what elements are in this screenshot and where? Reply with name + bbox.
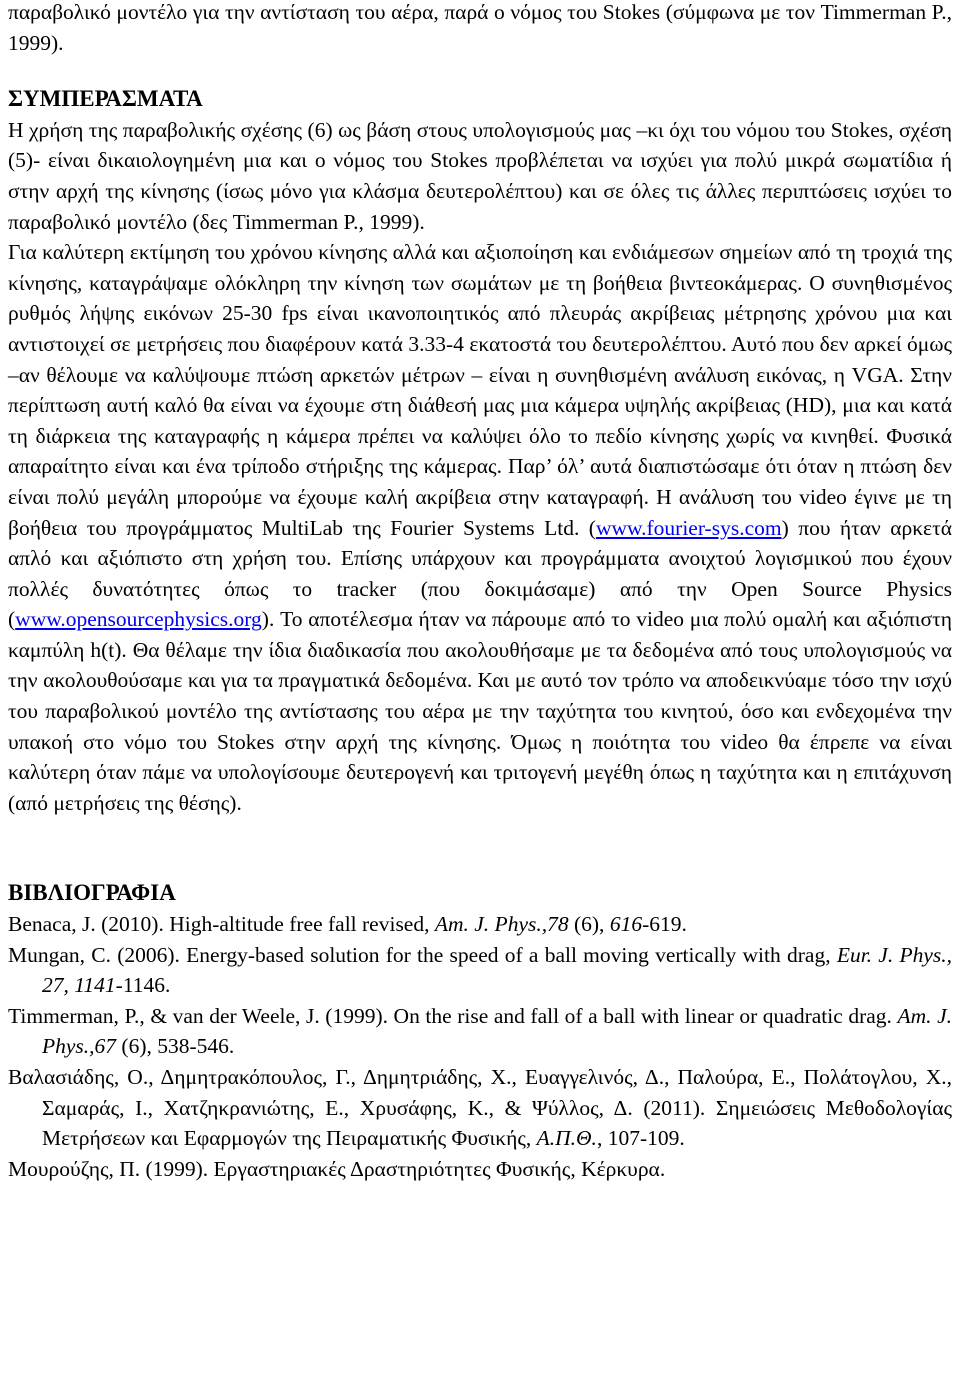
- reference-journal: Eur. J. Phys., 27, 1141: [42, 942, 952, 998]
- reference-text: Mungan, C. (2006). Energy-based solution for the speed of a ball moving vertically with drag,: [8, 942, 837, 967]
- paragraph-text: ). Το αποτέλεσμα ήταν να πάρουμε από το video μια πολύ ομαλή και αξιόπιστη καμπύλη h(t). Θα θέλαμε την ίδια διαδικασία που ακολουθήσαμε με τα δεδομένα από τους υπολογισμούς να την ακολουθούσαμε και για τα πραγματικά δεδομένα. Και με αυτό τον τρόπο να αποδεικνύαμε τόσο την ισχύ του παραβολικού μοντέλο της αντίστασης του αέρα με την ταχύτητα του κινητού, όσο και ενδεχομένα την υπακοή στο νόμο του Stokes στην αρχή της κίνησης. Όμως η ποιότητα του video θα έπρεπε να είναι καλύτερη όταν πάμε να υπολογίσουμε δευτερογενή και τριτογενή μεγέθη όπως η ταχύτητα και η επιτάχυνση (από μετρήσεις της θέσης).: [8, 607, 952, 815]
- intro-paragraph: παραβολικό μοντέλο για την αντίσταση του αέρα, παρά ο νόμος του Stokes (σύμφωνα με τον Timmerman P., 1999).: [8, 0, 952, 55]
- paragraph-text: ) που ήταν αρκετά απλό και αξιόπιστο στη χρήση του. Επίσης υπάρχουν και προγράμματα ανοιχτού λογισμικού που έχουν πολλές δυνατότητες όπως το tracker (που δοκιμάσαμε) από την Open Source Physics (: [8, 515, 952, 632]
- reference-text: Benaca, J. (2010). High-altitude free fall revised,: [8, 912, 435, 937]
- reference-text: , 107-109.: [596, 1126, 685, 1151]
- reference-text: Μουρούζης, Π. (1999). Εργαστηριακές Δραστηριότητες Φυσικής, Κέρκυρα.: [8, 1156, 666, 1181]
- reference-text: (6),: [568, 912, 610, 937]
- reference-text: -1146.: [115, 973, 171, 998]
- reference-journal: Am. J. Phys.,67: [42, 1003, 953, 1059]
- reference-text: (6), 538-546.: [116, 1034, 235, 1059]
- conclusions-paragraph-2: [8, 237, 952, 818]
- reference-item: [8, 909, 952, 940]
- reference-journal: Am. J. Phys.,78: [434, 912, 569, 937]
- reference-item: [8, 1001, 952, 1062]
- reference-text: Timmerman, P., & van der Weele, J. (1999). On the rise and fall of a ball with linear or quadratic drag.: [8, 1003, 898, 1028]
- reference-item: [8, 1154, 952, 1185]
- reference-text: Βαλασιάδης, Ο., Δημητρακόπουλος, Γ., Δημητριάδης, Χ., Ευαγγελινός, Δ., Παλούρα, Ε., Πολάτογλου, Χ., Σαμαράς, Ι., Χατζηκρανιώτης, Ε., Χρυσάφης, Κ., & Ψύλλος, Δ. (2011). Σημειώσεις Μεθοδολογίας Μετρήσεων και Εφαρμογών της Πειραματικής Φυσικής,: [8, 1065, 952, 1151]
- reference-item: [8, 1062, 952, 1154]
- bibliography-heading: ΒΙΒΛΙΟΓΡΑΦΙΑ: [8, 880, 176, 906]
- conclusions-heading: ΣΥΜΠΕΡΑΣΜΑΤΑ: [8, 86, 203, 112]
- document-page: [8, 0, 952, 1184]
- reference-item: [8, 940, 952, 1001]
- conclusions-paragraph-1: Η χρήση της παραβολικής σχέσης (6) ως βάση στους υπολογισμούς μας –κι όχι του νόμου του Stokes, σχέση (5)- είναι δικαιολογημένη μια και ο νόμος του Stokes προβλέπεται να ισχύει για πολύ μικρά σωματίδια ή στην αρχή της κίνησης (ίσως μόνο για κλάσμα δευτερολέπτου) και σε όλες τις άλλες περιπτώσεις ισχύει το παραβολικό μοντέλο (δες Timmerman P., 1999).: [8, 117, 952, 234]
- opensourcephysics-link[interactable]: www.opensourcephysics.org: [15, 607, 262, 632]
- paragraph-text: Για καλύτερη εκτίμηση του χρόνου κίνησης αλλά και αξιοποίηση και ενδιάμεσων σημείων από τη τροχιά της κίνησης, καταγράψαμε ολόκληρη την κίνηση των σωμάτων με τη βοήθεια βιντεοκάμερας. Ο συνηθισμένος ρυθμός λήψης εικόνων 25-30 fps είναι ικανοποιητικός από πλευράς ακρίβειας μέτρησης χρόνου μια και αντιστοιχεί σε μετρήσεις που διαφέρουν κατά 3.33-4 εκατοστά του δευτερολέπτου. Αυτό που δεν αρκεί όμως –αν θέλουμε να καλύψουμε πτώση αρκετών μέτρων – είναι η συνηθισμένη ανάλυση εικόνας, η VGA. Στην περίπτωση αυτή καλό θα είναι να έχουμε στη διάθεσή μας μια κάμερα υψηλής ακρίβειας (HD), μια και κατά τη διάρκεια της καταγραφής η κάμερα πρέπει να καλύψει όλο το πεδίο κίνησης χωρίς να κινηθεί. Φυσικά απαραίτητο είναι και ένα τρίποδο στήριξης της κάμερας. Παρ’ όλ’ αυτά διαπιστώσαμε ότι όταν η πτώση δεν είναι πολύ μεγάλη μπορούμε να έχουμε καλή ακρίβεια στην καταγραφή. Η ανάλυση του video έγινε με τη βοήθεια του προγράμματος MultiLab της Fourier Systems Ltd. (: [8, 240, 952, 540]
- reference-pages: 616: [609, 912, 643, 937]
- reference-text: -619.: [642, 912, 687, 937]
- fourier-sys-link[interactable]: www.fourier-sys.com: [595, 515, 782, 540]
- reference-journal: Α.Π.Θ.: [536, 1126, 597, 1151]
